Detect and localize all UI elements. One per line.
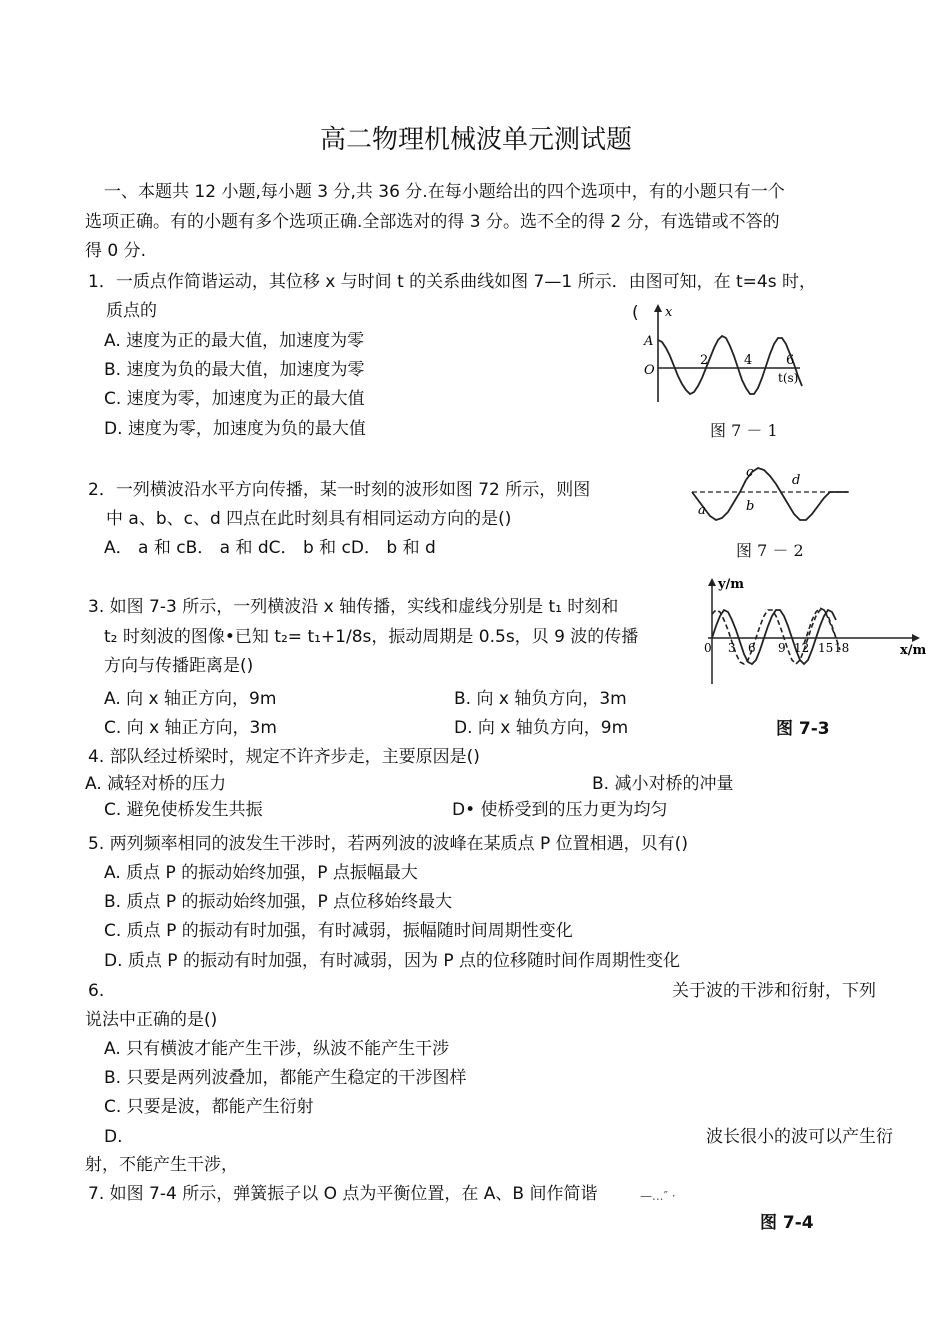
q1-figure-tick-4: 4	[744, 353, 753, 368]
q5-option-a: A. 质点 P 的振动始终加强，P 点振幅最大	[104, 863, 418, 883]
q2-options: A． a 和 cB． a 和 dC． b 和 cD． b 和 d	[104, 538, 436, 558]
page-title: 高二物理机械波单元测试题	[320, 125, 633, 155]
q6-option-d-label: D.	[104, 1127, 123, 1147]
q1-figure-origin: O	[644, 363, 655, 378]
q6-option-c: C. 只要是波，都能产生衍射	[104, 1097, 314, 1117]
section-intro-line-3: 得 0 分.	[85, 241, 147, 261]
q1-option-a: A. 速度为正的最大值，加速度为零	[104, 331, 365, 351]
section-intro-line-1: 一、本题共 12 小题,每小题 3 分,共 36 分.在每小题给出的四个选项中，有的小题只有一个	[104, 182, 785, 202]
q4-option-b: B. 减小对桥的冲量	[592, 774, 734, 794]
q6-option-b: B. 只要是两列波叠加，都能产生稳定的干涉图样	[104, 1068, 467, 1088]
q2-stem-line-1: 2．一列横波沿水平方向传播，某一时刻的波形如图 72 所示，则图	[88, 480, 591, 500]
q1-figure-amp-label: A	[644, 334, 654, 349]
q6-option-d-line-2: 射，不能产生干涉，	[85, 1155, 238, 1175]
q1-figure-y-label: x	[665, 305, 673, 320]
q1-figure-caption: 图 7 － 1	[710, 421, 778, 440]
q3-figure-tick-9: 9	[778, 641, 786, 655]
q4-option-a: A. 减轻对桥的压力	[85, 774, 227, 794]
q5-option-c: C. 质点 P 的振动有时加强，有时减弱，振幅随时间周期性变化	[104, 921, 573, 941]
q2-figure-point-c: c	[746, 465, 754, 480]
q1-option-b: B. 速度为负的最大值，加速度为零	[104, 360, 365, 380]
q3-figure-x-label: x/m	[900, 643, 927, 658]
q7-figure-caption: 图 7-4	[760, 1213, 814, 1233]
q3-figure-tick-15: 15	[818, 641, 834, 655]
q1-stem-line-1: 1．一质点作简谐运动，其位移 x 与时间 t 的关系曲线如图 7—1 所示．由图可知，在 t=4s 时，	[88, 272, 816, 292]
q5-stem: 5. 两列频率相同的波发生干涉时，若两列波的波峰在某质点 P 位置相遇，贝有()	[88, 834, 688, 854]
q5-option-b: B. 质点 P 的振动始终加强，P 点位移始终最大	[104, 892, 453, 912]
q3-figure-y-label: y/m	[718, 577, 745, 592]
q6-number: 6.	[88, 981, 105, 1001]
q3-option-a: A. 向 x 轴正方向，9m	[104, 689, 277, 709]
q4-option-c: C. 避免使桥发生共振	[104, 800, 263, 820]
q1-figure	[638, 302, 808, 402]
q3-figure-tick-0: 0	[704, 641, 712, 655]
q3-option-b: B. 向 x 轴负方向，3m	[454, 689, 627, 709]
q2-figure-point-a: a	[698, 503, 706, 518]
q6-option-d-text: 波长很小的波可以产生衍	[706, 1127, 893, 1147]
q3-stem-line-2: t₂ 时刻波的图像•已知 t₂= t₁+1/8s，振动周期是 0.5s，贝 9 波的传播	[104, 627, 639, 647]
q3-figure-caption: 图 7-3	[776, 719, 830, 739]
q1-answer-paren: (	[632, 303, 639, 323]
q1-stem-line-2: 质点的	[106, 301, 157, 321]
q2-figure	[688, 464, 858, 534]
q2-stem-line-2: 中 a、b、c、d 四点在此时刻具有相同运动方向的是()	[106, 509, 512, 529]
q7-stem: 7. 如图 7-4 所示，弹簧振子以 O 点为平衡位置，在 A、B 间作简谐	[88, 1184, 598, 1204]
q2-figure-point-b: b	[746, 499, 755, 514]
q3-figure-tick-12: 12	[794, 641, 810, 655]
q3-option-c: C. 向 x 轴正方向，3m	[104, 718, 277, 738]
q3-figure-tick-6: 6	[748, 641, 756, 655]
q1-figure-tick-6: 6	[786, 353, 795, 368]
q6-stem-tail: 关于波的干涉和衍射，下列	[672, 981, 876, 1001]
q1-figure-x-label: t(s)	[778, 371, 799, 385]
q6-stem-line-2: 说法中正确的是()	[85, 1010, 218, 1030]
q7-stem-trail: —...″ ·	[640, 1189, 676, 1203]
q6-option-a: A. 只有横波才能产生干涉，纵波不能产生干涉	[104, 1039, 450, 1059]
section-intro-line-2: 选项正确。有的小题有多个选项正确.全部选对的得 3 分。选不全的得 2 分，有选错或不答的	[85, 212, 780, 232]
q1-figure-tick-2: 2	[700, 353, 709, 368]
q4-stem: 4. 部队经过桥梁时，规定不许齐步走，主要原因是()	[88, 747, 480, 767]
q3-stem-line-3: 方向与传播距离是()	[104, 656, 254, 676]
q3-option-d: D. 向 x 轴负方向，9m	[454, 718, 629, 738]
q3-stem-line-1: 3. 如图 7-3 所示，一列横波沿 x 轴传播，实线和虚线分别是 t₁ 时刻和	[88, 597, 619, 617]
q1-option-d: D. 速度为零，加速度为负的最大值	[104, 419, 366, 439]
q1-option-c: C. 速度为零，加速度为正的最大值	[104, 389, 365, 409]
q2-figure-point-d: d	[792, 473, 801, 488]
q3-figure	[700, 574, 940, 686]
q5-option-d: D. 质点 P 的振动有时加强，有时减弱，因为 P 点的位移随时间作周期性变化	[104, 951, 681, 971]
q4-option-d: D• 使桥受到的压力更为均匀	[452, 800, 668, 820]
q3-figure-tick-3: 3	[728, 641, 736, 655]
q3-figure-tick-18: 18	[834, 641, 850, 655]
q2-figure-caption: 图 7 － 2	[736, 541, 804, 560]
